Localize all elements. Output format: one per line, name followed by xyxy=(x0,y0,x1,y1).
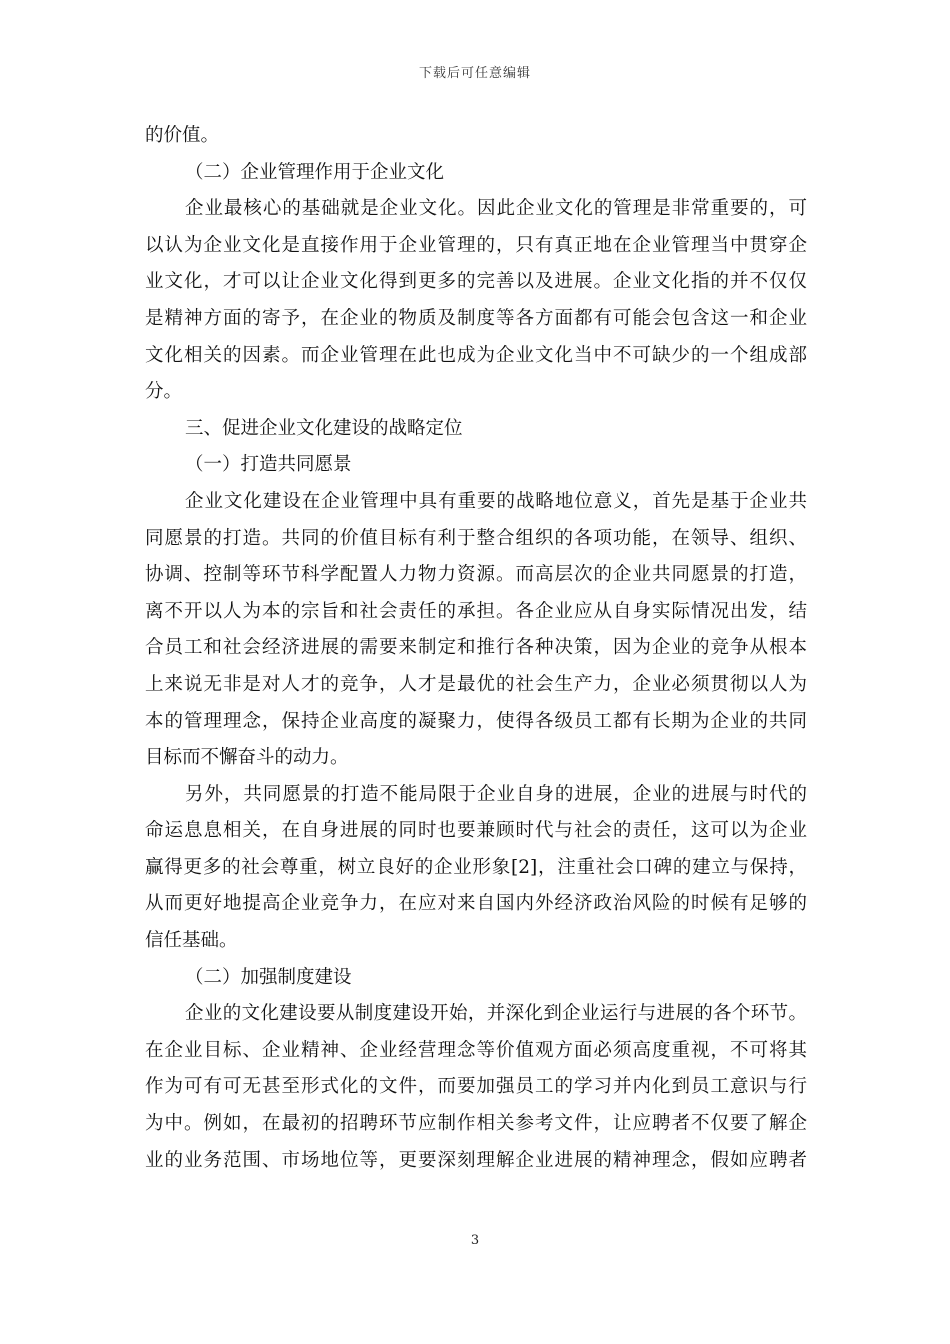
text-line: （二）加强制度建设 xyxy=(185,966,352,988)
text-line: 三、促进企业文化建设的战略定位 xyxy=(185,417,463,439)
text-line: 企业最核心的基础就是企业文化。因此企业文化的管理是非常重要的，可 xyxy=(185,198,807,220)
text-line: 从而更好地提高企业竞争力，在应对来自国内外经济政治风险的时候有足够的 xyxy=(145,893,807,915)
text-line: 作为可有可无甚至形式化的文件，而要加强员工的学习并内化到员工意识与行 xyxy=(145,1076,807,1098)
text-line: （一）打造共同愿景 xyxy=(185,454,352,476)
text-line: 文化相关的因素。而企业管理在此也成为企业文化当中不可缺少的一个组成部 xyxy=(145,344,807,366)
text-line: （二）企业管理作用于企业文化 xyxy=(185,161,445,183)
text-line: 赢得更多的社会尊重，树立良好的企业形象[2]，注重社会口碑的建立与保持， xyxy=(145,856,807,878)
text-line: 另外，共同愿景的打造不能局限于企业自身的进展，企业的进展与时代的 xyxy=(185,783,807,805)
text-line: 信任基础。 xyxy=(145,930,238,952)
text-line: 命运息息相关，在自身进展的同时也要兼顾时代与社会的责任，这可以为企业 xyxy=(145,820,807,842)
text-line: 同愿景的打造。共同的价值目标有利于整合组织的各项功能，在领导、组织、 xyxy=(145,527,807,549)
page-number: 3 xyxy=(470,1233,480,1248)
page-header: 下载后可任意编辑 xyxy=(418,66,531,81)
text-line: 为中。例如，在最初的招聘环节应制作相关参考文件，让应聘者不仅要了解企 xyxy=(145,1113,807,1135)
text-line: 本的管理理念，保持企业高度的凝聚力，使得各级员工都有长期为企业的共同 xyxy=(145,710,807,732)
text-line: 合员工和社会经济进展的需要来制定和推行各种决策，因为企业的竞争从根本 xyxy=(145,637,807,659)
text-line: 是精神方面的寄予，在企业的物质及制度等各方面都有可能会包含这一和企业 xyxy=(145,307,807,329)
text-line: 在企业目标、企业精神、企业经营理念等价值观方面必须高度重视，不可将其 xyxy=(145,1039,807,1061)
text-line: 分。 xyxy=(145,381,183,403)
text-line: 业文化，才可以让企业文化得到更多的完善以及进展。企业文化指的并不仅仅 xyxy=(145,271,807,293)
text-line: 上来说无非是对人才的竞争，人才是最优的社会生产力，企业必须贯彻以人为 xyxy=(145,673,807,695)
text-line: 业的业务范围、市场地位等，更要深刻理解企业进展的精神理念，假如应聘者 xyxy=(145,1149,807,1171)
text-line: 协调、控制等环节科学配置人力物力资源。而高层次的企业共同愿景的打造， xyxy=(145,564,807,586)
text-line: 企业文化建设在企业管理中具有重要的战略地位意义，首先是基于企业共 xyxy=(185,490,807,512)
text-line: 离不开以人为本的宗旨和社会责任的承担。各企业应从自身实际情况出发，结 xyxy=(145,600,807,622)
document-body xyxy=(145,118,807,1179)
text-line: 目标而不懈奋斗的动力。 xyxy=(145,747,349,769)
text-line: 企业的文化建设要从制度建设开始，并深化到企业运行与进展的各个环节。 xyxy=(185,1003,807,1025)
text-line: 以认为企业文化是直接作用于企业管理的，只有真正地在企业管理当中贯穿企 xyxy=(145,234,807,256)
text-line: 的价值。 xyxy=(145,125,220,146)
